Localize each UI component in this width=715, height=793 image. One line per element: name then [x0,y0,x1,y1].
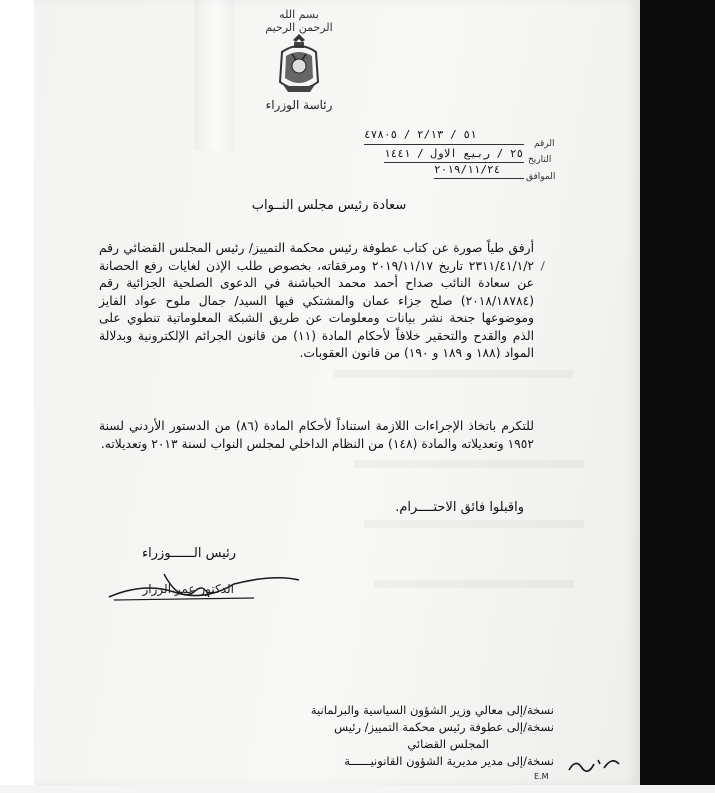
letterhead-script: بسم الله الرحمن الرحيم [265,8,333,34]
handwritten-note-icon [564,750,624,780]
ref-corresponding-value: ٢٠١٩/١١/٢٤ [434,163,501,176]
body-paragraph-2: للتكرم باتخاذ الإجراءات اللازمة استناداً لأحكام المادة (٨٦) من الدستور الأردني لسنة ١٩٥٢ وتعديلاته والمادة (١٤٨) من النظام الداخلي لمجلس النواب لسنة ٢٠١٣ وتعديلاته. [99,419,534,451]
show-through [334,370,574,378]
letter-page [34,0,640,785]
ministry-name: رئاسة الوزراء [265,98,333,112]
background-edge [640,0,715,793]
show-through [364,520,584,528]
show-through [354,460,584,468]
copy-line-2: نسخة/إلى عطوفة رئيس محكمة التمييز/ رئيس [334,720,554,734]
copy-line-3: المجلس القضائي [407,737,489,751]
body-paragraph-1: أرفق طياً صورة عن كتاب عطوفة رئيس محكمة التمييز/ رئيس المجلس القضائي رقم ٢٣١١/٤١/١/٢ تاريخ ٢٠١٩/١١/١٧ ومرفقاته، بخصوص طلب الإذن لغايات رفع الحصانة عن سعادة النائب صداح أحمد محمد الحباشنة في الدعوى الصلحية الجزائية رقم (٢٠١٨/١٨٧٨٤) صلح جزاء عمان والمشتكي فيها السيد/ جمال ملوح عواد الفايز وموضوعها جنحة نشر بيانات ومعلومات عن طريق الشبكة المعلوماتية تنطوي على الذم والقدح والتحقير خلافاً لأحكام المادة (١١) من قانون الجرائم الإلكترونية وبدلالة المواد (١٨٨ و ١٨٩ و ١٩٠) من قانون العقوبات. [99,241,534,360]
ref-underline [364,144,524,145]
show-through [374,580,574,588]
signatory-title: رئيس الــــــوزراء [142,546,236,561]
typist-initials: E.M [534,772,549,781]
closing-regards: واقبلوا فائق الاحتــــرام. [395,500,524,515]
ref-date-value: ٢٥ / ربيع الاول / ١٤٤١ [384,147,524,160]
corresponding-underline [434,178,524,179]
ref-number-value: ٥١ / ٢/١٣ / ٤٧٨٠٥ [364,128,477,141]
margin-mark [541,261,551,273]
handwritten-signature-icon [104,562,304,612]
salutation: سعادة رئيس مجلس النــواب [251,198,407,213]
bottom-edge [0,785,715,793]
jordan-coat-of-arms-icon [274,30,324,100]
ref-date-label: التاريخ [528,155,552,165]
copy-line-1: نسخة/إلى معالي وزير الشؤون السياسية والبرلمانية [310,703,554,717]
ref-number-label: الرقم [534,139,555,149]
copy-line-4: نسخة/إلى مدير مديرية الشؤون القانونيــــــة [344,754,554,768]
paper-fold [194,0,234,150]
signatory-name: الدكتور عمر الرزاز [142,582,234,596]
ref-corresponding-label: الموافق [526,172,556,182]
